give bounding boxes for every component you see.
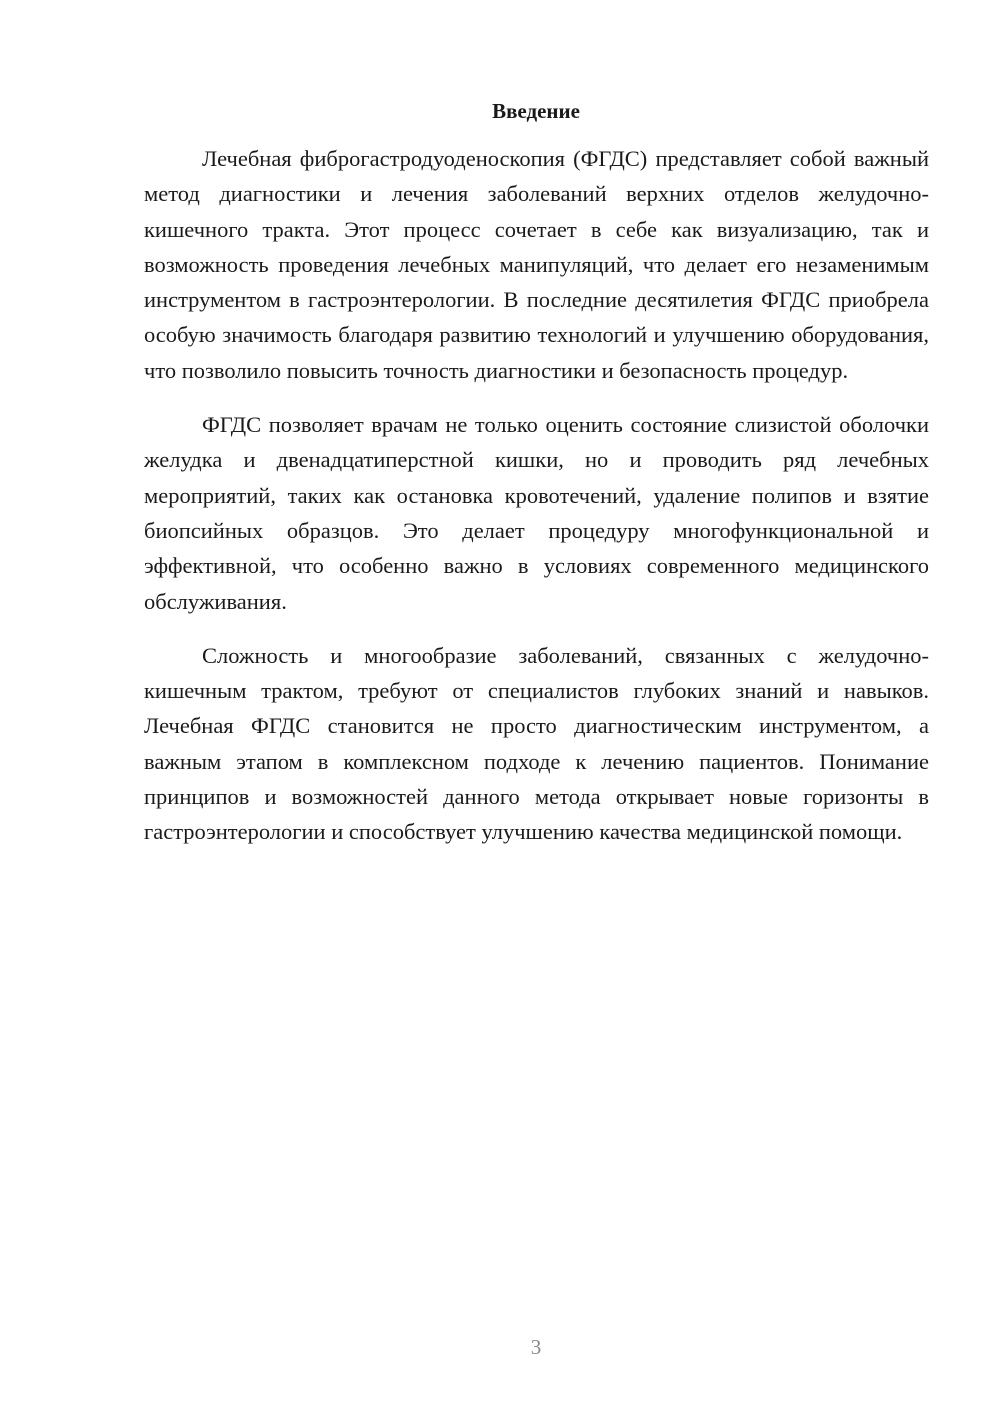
- paragraph-2: ФГДС позволяет врачам не только оценить состояние слизистой оболочки желудка и двенадцатиперстной кишки, но и проводить ряд лечебных мероприятий, таких как остановка кровотечений, удаление полипов и взятие биопсийных образцов. Это делает процедуру многофункциональной и эффективной, что особенно важно в условиях современного медицинского обслуживания.: [144, 412, 929, 614]
- paragraph-3: Сложность и многообразие заболеваний, связанных с желудочно-кишечным трактом, требуют от специалистов глубоких знаний и навыков. Лечебная ФГДС становится не просто диагностическим инструментом, а важным этапом в комплексном подходе к лечению пациентов. Понимание принципов и возможностей данного метода открывает новые горизонты в гастроэнтерологии и способствует улучшению качества медицинской помощи.: [144, 642, 929, 845]
- section-title: Введение: [492, 99, 580, 123]
- paragraph-1: Лечебная фиброгастродуоденоскопия (ФГДС) представляет собой важный метод диагностики и лечения заболеваний верхних отделов желудочно-кишечного тракта. Этот процесс сочетает в себе как визуализацию, так и возможность проведения лечебных манипуляций, что делает его незаменимым инструментом в гастроэнтерологии. В последние десятилетия ФГДС приобрела особую значимость благодаря развитию технологий и улучшению оборудования, что позволило повысить точность диагностики и безопасность процедур.: [144, 146, 929, 383]
- body-text: [144, 141, 929, 869]
- page-number: 3: [530, 1335, 542, 1359]
